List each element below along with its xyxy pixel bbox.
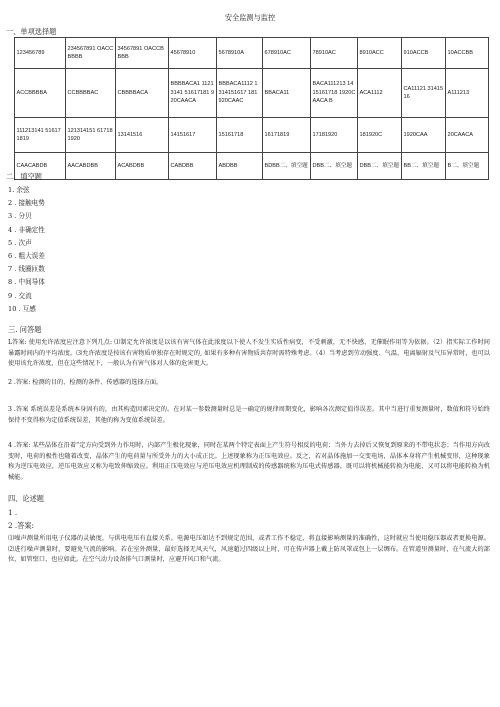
table-cell: 78910AC [311, 38, 358, 69]
table-cell: 34567891 OACCBBBB [116, 38, 169, 69]
answer-table [14, 37, 489, 180]
table-cell: 17181920 [311, 118, 358, 153]
list-item: 4 . 非确定性 [8, 225, 45, 234]
table-cell: ACA1112 [358, 69, 402, 118]
table-cell: CAACABDB [15, 153, 66, 180]
essay-answer: ⑴噪声测量所用电子仪器的灵敏度，与供电电压有直接关系。电源电压如达不到规定范围，或者工作不稳定，将直接影响测量的准确性，这时就应当使用稳压器或者更换电源。⑵进行噪声测量时，要避免气流的影响。若在室外测量，最好选择无风天气，风速超过四级以上时，可在传声器上戴上防风罩或包上一层绸布。在管道里测量时，在气流大的部位，如管壁口，也应如此。在空气动力设备排气口测量时，应避开风口和气流。 [8, 535, 490, 564]
section-heading-choice: 一、单项选择题 [6, 27, 57, 36]
table-cell: 14151617 [169, 118, 217, 153]
essay-number-2: 2 .答案: [8, 521, 34, 530]
qa-answer-2: 2 .答案: 检测的目的、检测的条件、传感器的选择方面。 [8, 379, 163, 386]
table-cell: CBBBBACA [116, 69, 169, 118]
table-cell: 910ACCB [402, 38, 446, 69]
qa-answer-1: L答案: 使用允许浓度应注意下列几点: ⑴制定允许浓度是以该有害气体在此浓度以下使人不发生实质性病变，不受刺激，无不快感，无催眠作用等为依据。（2）指实际工作时间暴露时间内的平均浓度。⑶允许浓度是按该有害物质单独存在时规定的, 如果有多种有害物质共存时需特殊考虑。（4）当考虑到劳动强度、气温、电离辐射及气压异常时，也可以使用该允许浓度，但在这些情况下，一般认为有害气体对人体的危害更大。 [8, 339, 490, 368]
table-cell: BACA111213 1415161718 1920CAACA B [311, 69, 358, 118]
table-cell: 121314151 617181920 [66, 118, 116, 153]
table-cell: B二、填空题 [446, 153, 489, 180]
table-cell: ACCBBBBA [15, 69, 66, 118]
section-heading-fill: 二、填空题 [6, 172, 42, 181]
list-item: 9 . 交流 [8, 291, 32, 300]
table-cell: BDBB二、填空题 [263, 153, 311, 180]
table-row [15, 38, 489, 69]
table-cell: 16171819 [263, 118, 311, 153]
table-row [15, 118, 489, 153]
list-item: 8 . 中间导体 [8, 278, 45, 287]
table-cell: DBB二、填空题 [358, 153, 402, 180]
list-item: 6 . 粗大误差 [8, 251, 45, 260]
table-row [15, 69, 489, 118]
essay-number-1: 1 . [8, 508, 18, 517]
table-row [15, 153, 489, 180]
table-cell: 123456789 [15, 38, 66, 69]
table-cell: BBBBACA1 11213141 51617181 920CAACA [169, 69, 217, 118]
qa-answer-4: 4 .答案: 某些晶体在沿着“定方向受到外力作用时，内部产生极化现象，同时在某两个特定表面上产生符号相反的电荷；当外力去掉后又恢复到原来的不带电状态；当作用方向改变时，电荷的极性也随着改变，晶体产生的电荷量与所受外力的大小成正比。上述现象称为正压电效应。反之，若对晶体施加一交变电场，晶体本身将产生机械变形，这种现象称为逆压电效应，逆压电效应又称为电致伸缩效应。利用正压电效应与逆压电效应机理制成的传感器统称为压电式传感器，既可以将机械能转换为电能，又可以将电能转换为机械能。 [8, 442, 490, 481]
table-cell: 45678910 [169, 38, 217, 69]
table-cell: DBB二、填空题 [311, 153, 358, 180]
list-item: 7 . 线圈匝数 [8, 265, 45, 274]
list-item: 10 . 互感 [8, 304, 36, 313]
table-cell: 678910AC [263, 38, 311, 69]
fill-answer-list [8, 184, 45, 316]
table-cell: A111213 [446, 69, 489, 118]
list-item: 1. 余弦 [8, 186, 30, 194]
table-cell: 234567891 OACCBBBB [66, 38, 116, 69]
table-cell: BBACA11 [263, 69, 311, 118]
document-title: 安全监测与监控 [224, 13, 276, 22]
table-cell: CCBBBBAC [66, 69, 116, 118]
table-cell: 13141516 [116, 118, 169, 153]
table-cell: CA11121 3141516 [402, 69, 446, 118]
list-item: 3 . 分贝 [8, 212, 32, 221]
table-cell: ABDBB [217, 153, 263, 180]
table-cell: BB二、填空题 [402, 153, 446, 180]
table-cell: BBBACA1112 1314151617 181 920CAAC [217, 69, 263, 118]
section-heading-essay: 四、论述题 [8, 494, 44, 503]
list-item: 5 . 次声 [8, 238, 32, 247]
table-cell: ACABDBB [116, 153, 169, 180]
table-cell: 181920C [358, 118, 402, 153]
table-cell: 1920CAA [402, 118, 446, 153]
qa-answer-3: 3 .答案 系统误差是系统本身固有的，由其构造因素决定的。在对某一参数测量时总是一确定的规律周期变化，影响各次测定值得误差。其中当进行重复测量时，数值和符号始终保持不变得称为定值系统误差，其他的称为变值系统误差。 [8, 406, 490, 424]
table-cell: 20CAACA [446, 118, 489, 153]
table-cell: 111213141 516171819 [15, 118, 66, 153]
table-cell: 15161718 [217, 118, 263, 153]
section-heading-qa: 三. 问答题 [8, 325, 42, 334]
table-cell: 10ACCBB [446, 38, 489, 69]
table-cell: CABDBB [169, 153, 217, 180]
list-item: 2 . 接触电势 [8, 199, 45, 208]
table-cell: 5678910A [217, 38, 263, 69]
table-cell: AACABDBB [66, 153, 116, 180]
table-cell: 8910ACC [358, 38, 402, 69]
